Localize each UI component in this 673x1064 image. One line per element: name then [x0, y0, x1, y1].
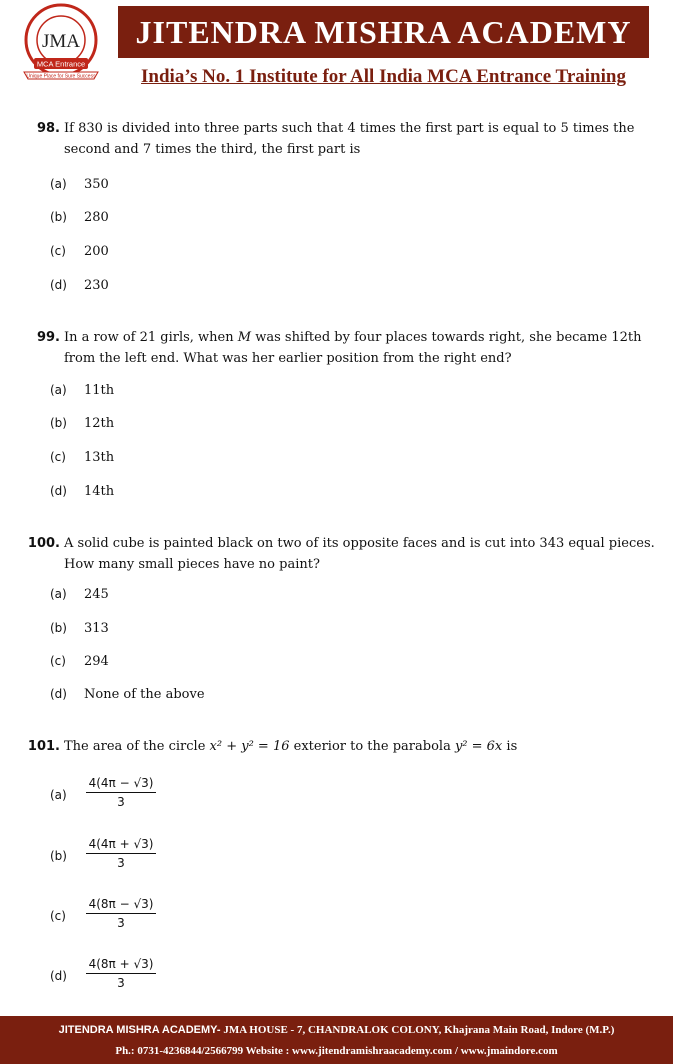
footer-bar — [0, 1016, 673, 1064]
option-99-a — [50, 380, 114, 400]
option-99-c — [50, 447, 114, 467]
option-label: (d) — [50, 278, 67, 292]
fraction — [86, 957, 156, 990]
footer-contact-line: Ph.: 0731-4236844/2566799 Website : www.jitendramishraacademy.com / www.jmaindore.com — [115, 1045, 558, 1057]
option-label: (c) — [50, 909, 66, 923]
option-100-b — [50, 618, 109, 638]
option-label: (b) — [50, 849, 67, 863]
question-text: If 830 is divided into three parts such that 4 times the first part is equal to 5 times the second and 7 times the third, the first part is — [64, 121, 635, 157]
question-text: A solid cube is painted black on two of its opposite faces and is cut into 343 equal pieces. How many small pieces have no paint? — [64, 536, 655, 572]
academy-title-bar — [118, 6, 649, 58]
option-value: None of the above — [84, 687, 205, 702]
option-label: (a) — [50, 177, 67, 191]
option-label: (c) — [50, 244, 66, 258]
question-number: 99. — [36, 330, 60, 345]
fraction — [86, 776, 156, 809]
option-99-b — [50, 413, 114, 433]
option-label: (a) — [50, 587, 67, 601]
logo-ribbon: Unique Place for Sure Success — [26, 73, 96, 80]
option-100-c — [50, 651, 109, 671]
question-number: 100. — [27, 536, 60, 551]
option-label: (d) — [50, 484, 67, 498]
option-value: 230 — [84, 278, 109, 293]
academy-logo — [20, 2, 102, 84]
question-text: In a row of 21 girls, when M was shifted by four places towards right, she became 12th from the left end. What was her earlier position from the right end? — [64, 330, 642, 366]
fraction-denominator: 3 — [117, 916, 125, 930]
option-100-d — [50, 684, 205, 704]
circle-equation: x² + y² = 16 — [209, 739, 290, 754]
option-label: (a) — [50, 383, 67, 397]
fraction-numerator: 4(4π + √3) — [86, 837, 156, 854]
option-label: (a) — [50, 788, 67, 802]
option-label: (d) — [50, 687, 67, 701]
option-value: 11th — [84, 383, 115, 398]
footer-address-line — [0, 1024, 673, 1036]
fraction-denominator: 3 — [117, 976, 125, 990]
fraction — [86, 837, 156, 870]
option-label: (b) — [50, 210, 67, 224]
option-98-b — [50, 207, 109, 227]
option-value: 280 — [84, 210, 109, 225]
option-value: 313 — [84, 621, 109, 636]
fraction-numerator: 4(8π + √3) — [86, 957, 156, 974]
logo-badge: MCA Entrance — [36, 59, 86, 69]
option-label: (d) — [50, 969, 67, 983]
option-value: 14th — [84, 484, 115, 499]
footer-address: JMA HOUSE - 7, CHANDRALOK COLONY, Khajrana Main Road, Indore (M.P.) — [220, 1024, 615, 1036]
option-99-d — [50, 481, 114, 501]
option-value: 350 — [84, 177, 109, 192]
option-label: (c) — [50, 654, 66, 668]
variable-m: M — [237, 330, 252, 345]
option-value: 245 — [84, 587, 109, 602]
parabola-equation: y² = 6x — [454, 739, 503, 754]
fraction-numerator: 4(8π − √3) — [86, 897, 156, 914]
option-value: 294 — [84, 654, 109, 669]
option-98-c — [50, 241, 109, 261]
option-label: (c) — [50, 450, 66, 464]
question-number: 98. — [36, 121, 60, 136]
option-value: 200 — [84, 244, 109, 259]
footer-brand: JITENDRA MISHRA ACADEMY- — [58, 1024, 221, 1036]
option-98-d — [50, 275, 109, 295]
fraction — [86, 897, 156, 930]
academy-title: JITENDRA MISHRA ACADEMY — [135, 13, 632, 50]
option-value: 13th — [84, 450, 115, 465]
fraction-denominator: 3 — [117, 795, 125, 809]
option-label: (b) — [50, 416, 67, 430]
option-100-a — [50, 584, 109, 604]
option-value: 12th — [84, 416, 115, 431]
fraction-denominator: 3 — [117, 856, 125, 870]
question-number: 101. — [27, 739, 60, 754]
option-label: (b) — [50, 621, 67, 635]
question-text: The area of the circle x² + y² = 16 exterior to the parabola y² = 6x is — [64, 739, 518, 754]
logo-monogram: JMA — [41, 31, 81, 52]
option-98-a — [50, 174, 109, 194]
academy-tagline: India’s No. 1 Institute for All India MCA Entrance Training — [141, 66, 626, 87]
fraction-numerator: 4(4π − √3) — [86, 776, 156, 793]
